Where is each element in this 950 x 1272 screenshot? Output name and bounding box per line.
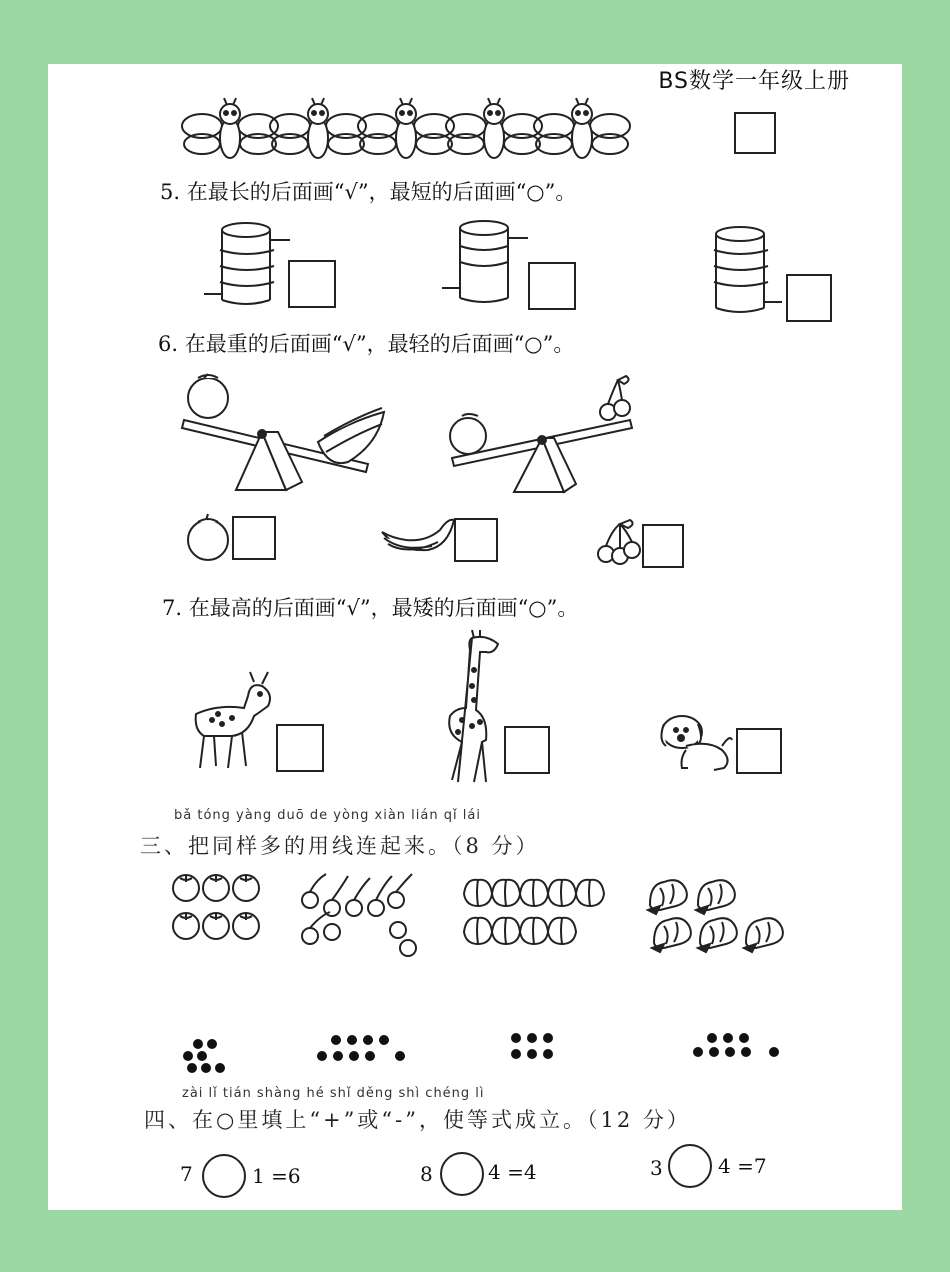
- equation-2-right: 4 =4: [488, 1160, 537, 1184]
- peach-icon: [464, 880, 492, 906]
- tomato-icon: [173, 875, 199, 901]
- equation-1-right: 1 =6: [252, 1164, 301, 1188]
- section-3-pinyin: bǎ tóng yàng duō de yòng xiàn lián qǐ lái: [174, 808, 481, 823]
- equation-3-left: 3: [650, 1156, 663, 1180]
- dog-icon: [658, 710, 734, 774]
- answer-box-dog[interactable]: [736, 728, 782, 774]
- leafy-vegetable-icon: [648, 880, 687, 914]
- banana-icon: [378, 512, 458, 562]
- seesaw-icon: [178, 372, 408, 502]
- equation-2-circle[interactable]: [440, 1152, 484, 1196]
- dot-group-8: [692, 1032, 792, 1066]
- answer-box-coil-3[interactable]: [786, 274, 832, 322]
- section-3-title: 三、把同样多的用线连起来。（8 分）: [140, 834, 540, 858]
- answer-box-cherry[interactable]: [642, 524, 684, 568]
- answer-box-giraffe[interactable]: [504, 726, 550, 774]
- answer-box-banana[interactable]: [454, 518, 498, 562]
- equation-2-left: 8: [420, 1162, 433, 1186]
- answer-box-coil-1[interactable]: [288, 260, 336, 308]
- bee-icon: [182, 98, 278, 158]
- worksheet-page: [48, 64, 902, 1210]
- cherry-group: [296, 872, 426, 958]
- apple-icon: [184, 512, 234, 562]
- answer-box-apple[interactable]: [232, 516, 276, 560]
- coil-cylinder-icon: [442, 218, 532, 308]
- dot-group-9: [316, 1034, 416, 1068]
- section-4-pinyin: zài lǐ tián shàng hé shǐ děng shì chéng lì: [182, 1086, 485, 1101]
- equation-1-left: 7: [180, 1162, 193, 1186]
- answer-box-bees[interactable]: [734, 112, 776, 154]
- peach-group: [460, 872, 620, 948]
- bee-row: [180, 94, 640, 164]
- question-6: 6. 在最重的后面画“√”，最轻的后面画“○”。: [158, 332, 575, 356]
- question-7: 7. 在最高的后面画“√”，最矮的后面画“○”。: [162, 596, 579, 620]
- question-5: 5. 在最长的后面画“√”，最短的后面画“○”。: [160, 180, 577, 204]
- cherry-icon: [594, 518, 644, 568]
- equation-1-circle[interactable]: [202, 1154, 246, 1198]
- equation-3-circle[interactable]: [668, 1144, 712, 1188]
- seesaw-icon: [444, 372, 644, 502]
- giraffe-icon: [432, 630, 512, 790]
- dot-group-6: [508, 1032, 568, 1066]
- equation-3-right: 4 =7: [718, 1154, 767, 1178]
- vegetable-group: [646, 874, 796, 950]
- tomato-group: [172, 872, 268, 944]
- section-4-title: 四、在○里填上“+”或“-”，使等式成立。（12 分）: [144, 1108, 691, 1132]
- book-title: BS数学一年级上册: [658, 69, 850, 94]
- deer-icon: [188, 670, 274, 770]
- answer-box-deer[interactable]: [276, 724, 324, 772]
- answer-box-coil-2[interactable]: [528, 262, 576, 310]
- dot-group-7: [182, 1038, 232, 1078]
- coil-cylinder-icon: [204, 220, 294, 310]
